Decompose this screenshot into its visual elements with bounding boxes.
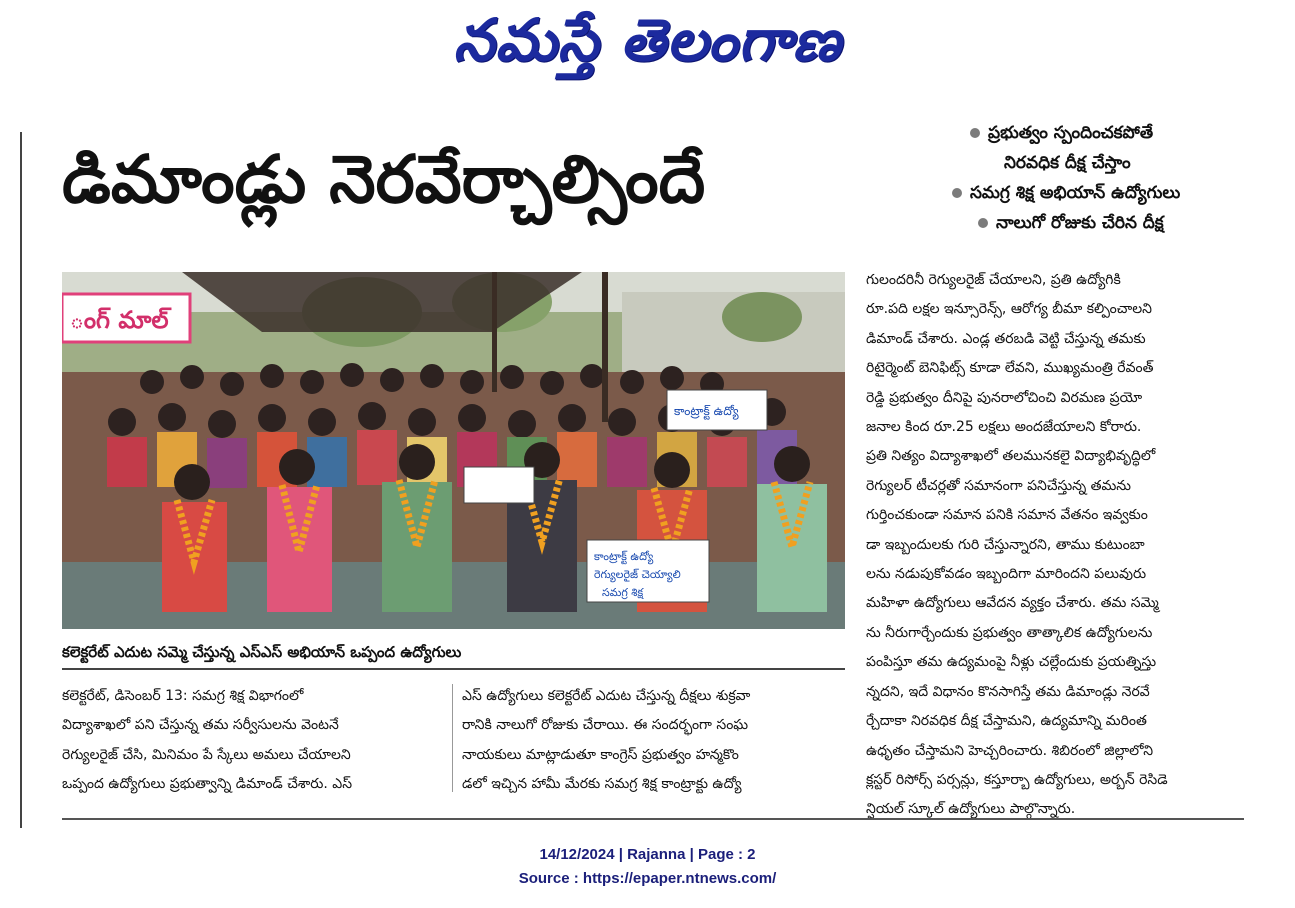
bottom-rule xyxy=(62,818,1244,820)
footer-source-link[interactable]: Source : https://epaper.ntnews.com/ xyxy=(518,870,777,887)
article-line: ఎస్ ఉద్యోగులు కలెక్టరేట్ ఎదుట చేస్తున్న దీక్షలు శుక్రవా xyxy=(462,688,751,704)
article-line: ను నీరుగార్చేందుకు ప్రభుత్వం తాత్కాలిక ఉద్యోగులను xyxy=(866,624,1153,641)
article-line: రిటైర్మెంట్ బెనిఫిట్స్ కూడా లేవని, ముఖ్యమంత్రి రేవంత్ xyxy=(866,360,1154,377)
bullet-dot-icon xyxy=(978,218,988,228)
column-separator xyxy=(452,684,453,792)
caption-rule xyxy=(62,668,845,670)
article-column-middle xyxy=(462,682,845,800)
article-line: జనాల కింద రూ.25 లక్షలు అందజేయాలని కోరారు. xyxy=(866,419,1142,436)
article-line: ప్రతి నిత్యం విద్యాశాఖలో తలమునకలై విద్యాభివృద్ధిలో xyxy=(866,448,1156,465)
article-line: రెడ్డి ప్రభుత్వం దీనిపై పునరాలోచించి విరమణ ప్రయో xyxy=(866,389,1143,406)
bullet-item-continuation: నిరవధిక దీక్ష చేస్తాం xyxy=(1004,153,1131,173)
article-line: క్లస్టర్ రిసోర్స్ పర్సన్లు, కస్తూర్బా ఉద్యోగులు, అర్బన్ రెసిడె xyxy=(866,771,1168,788)
bullet-dot-icon xyxy=(970,128,980,138)
article-line: గులందరినీ రెగ్యులరైజ్ చేయాలని, ప్రతి ఉద్యోగికి xyxy=(866,272,1121,288)
article-line: విద్యాశాఖలో పని చేస్తున్న తమ సర్వీసులను వెంటనే xyxy=(62,717,339,734)
bullet-dot-icon xyxy=(952,188,962,198)
article-line: డా ఇబ్బందులకు గురి చేస్తున్నారని, తాము కుటుంబా xyxy=(866,536,1145,553)
article-line: డలో ఇచ్చిన హామీ మేరకు సమగ్ర శిక్ష కాంట్రాక్టు ఉద్యో xyxy=(462,776,742,793)
photo-banner-text: ంగ్ మాల్ xyxy=(70,306,169,334)
footer-edition-info: 14/12/2024 | Rajanna | Page : 2 xyxy=(539,846,756,863)
masthead-logo: నమస్తే తెలంగాణ xyxy=(453,6,842,74)
placard-text: సమగ్ర శిక్ష xyxy=(602,586,644,599)
article-line: న్నదని, ఇదే విధానం కొనసాగిస్తే తమ డిమాండ్లు నెరవే xyxy=(866,683,1150,700)
article-line: ఒప్పంద ఉద్యోగులు ప్రభుత్వాన్ని డిమాండ్ చేశారు. ఎస్ xyxy=(62,776,353,793)
bullet-item: ప్రభుత్వం స్పందించకపోతే xyxy=(940,118,1270,148)
article-line: పంపిస్తూ తమ ఉద్యమంపై నీళ్లు చల్లేందుకు ప్రయత్నిస్తు xyxy=(866,654,1157,671)
placard-text: కాంట్రాక్ట్ ఉద్యో xyxy=(674,404,739,418)
article-line: కలెక్టరేట్, డిసెంబర్ 13: సమగ్ర శిక్ష విభాగంలో xyxy=(62,688,304,704)
highlight-bullets xyxy=(940,118,1270,238)
bullet-item: సమగ్ర శిక్ష అభియాన్ ఉద్యోగులు xyxy=(940,178,1270,208)
article-line: నాయకులు మాట్లాడుతూ కాంగ్రెస్ ప్రభుత్వం హన్మకొం xyxy=(462,746,739,763)
left-column-rule xyxy=(20,132,22,828)
placard-text: కాంట్రాక్ట్ ఉద్యో xyxy=(594,550,654,563)
article-line: రెగ్యులరైజ్ చేసి, మినిమం పే స్కేలు అమలు చేయాలని xyxy=(62,746,351,763)
protest-photo xyxy=(62,272,845,629)
article-line: రెగ్యులర్ టీచర్లతో సమానంగా పనిచేస్తున్న తమను xyxy=(866,477,1131,494)
article-line: రూ.పది లక్షల ఇన్సూరెన్స్, ఆరోగ్య బీమా కల్పించాలని xyxy=(866,301,1152,318)
bullet-item: నాలుగో రోజుకు చేరిన దీక్ష xyxy=(940,208,1270,238)
article-line: డిమాండ్ చేశారు. ఎండ్ల తరబడి వెట్టి చేస్తున్న తమకు xyxy=(866,330,1146,347)
placard-text: రెగ్యులరైజ్ చెయ్యాలి xyxy=(594,568,681,581)
article-line: లను నడుపుకోవడం ఇబ్బందిగా మారిందని పలువురు xyxy=(866,566,1147,583)
article-column-left xyxy=(62,682,442,800)
article-line: మహిళా ఉద్యోగులు ఆవేదన వ్యక్తం చేశారు. తమ సమ్మె xyxy=(866,595,1159,612)
article-headline: డిమాండ్లు నెరవేర్చాల్సిందే xyxy=(62,141,706,218)
article-column-right xyxy=(866,266,1244,825)
article-line: గుర్తించకుండా సమాన పనికి సమాన వేతనం ఇవ్వకుం xyxy=(866,507,1148,524)
article-line: న్షియల్ స్కూల్ ఉద్యోగులు పాల్గొన్నారు. xyxy=(866,801,1076,818)
photo-caption: కలెక్టరేట్ ఎదుట సమ్మె చేస్తున్న ఎస్ఎస్ అభియాన్ ఒప్పంద ఉద్యోగులు xyxy=(62,643,462,661)
article-line: రానికి నాలుగో రోజుకు చేరాయి. ఈ సందర్భంగా సంఘ xyxy=(462,717,749,734)
protest-photo-illustration xyxy=(62,272,845,629)
article-line: ర్చేదాకా నిరవధిక దీక్ష చేస్తామని, ఉద్యమాన్ని మరింత xyxy=(866,713,1147,730)
article-line: ఉధృతం చేస్తామని హెచ్చరించారు. శిబిరంలో జిల్లాలోని xyxy=(866,742,1154,759)
